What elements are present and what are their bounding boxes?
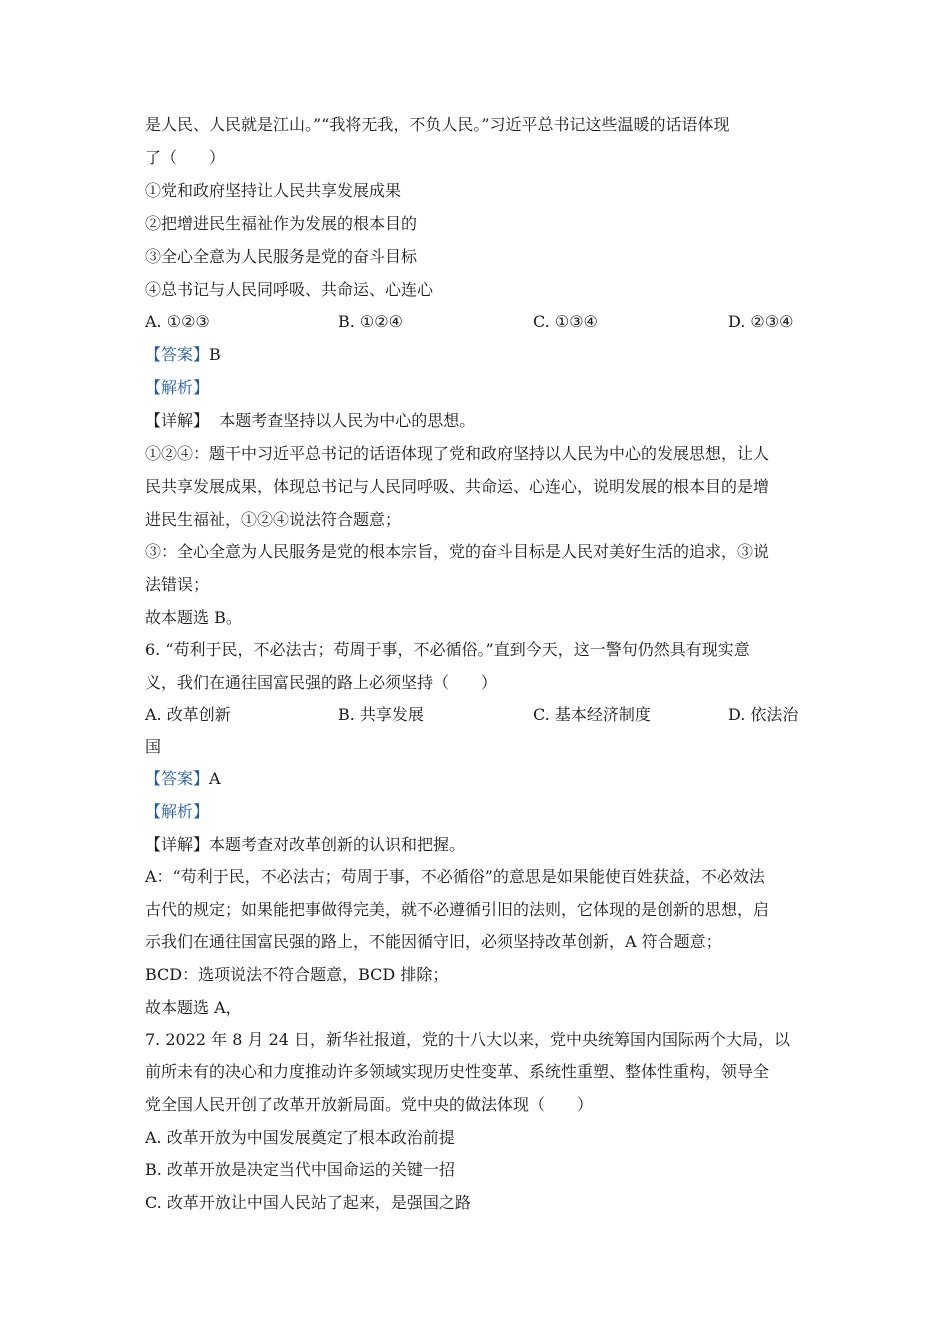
q5-analysis-tag: 【解析】: [145, 378, 210, 397]
q6-answer-value: A: [209, 769, 221, 788]
q5-stem-line-2: 了（ ）: [145, 148, 226, 167]
q5-option-b: B. ①②④: [338, 312, 403, 331]
q6-detail: [145, 834, 807, 856]
q5-answer-value: B: [209, 345, 221, 364]
q5-answer-tag: 【答案】: [145, 345, 210, 364]
q5-detail-tag: 【详解】: [145, 411, 210, 430]
q6-explanation-line-3: 示我们在通往国富民强的路上，不能因循守旧，必须坚持改革创新，A 符合题意；: [145, 932, 722, 951]
q5-detail-text: 本题考查坚持以人民为中心的思想。: [209, 411, 476, 430]
q5-explanation-line-5: 法错误；: [145, 575, 210, 594]
q7-option-c: C. 改革开放让中国人民站了起来，是强国之路: [145, 1193, 471, 1212]
q7-option-b: B. 改革开放是决定当代中国命运的关键一招: [145, 1160, 455, 1179]
q5-explanation-line-4: ③：全心全意为人民服务是党的根本宗旨，党的奋斗目标是人民对美好生活的追求，③说: [145, 542, 770, 561]
q5-statement-1: ①党和政府坚持让人民共享发展成果: [145, 181, 402, 200]
q5-detail: [145, 410, 807, 432]
q5-explanation-line-6: 故本题选 B。: [145, 608, 242, 627]
q5-statement-2: ②把增进民生福祉作为发展的根本目的: [145, 214, 418, 233]
q6-explanation-line-4: BCD：选项说法不符合题意，BCD 排除；: [145, 965, 449, 984]
q5-answer: [145, 344, 807, 366]
q6-stem-line-2: 义，我们在通往国富民强的路上必须坚持（ ）: [145, 673, 498, 692]
q5-option-d: D. ②③④: [728, 312, 794, 331]
q6-explanation-line-1: A：“苟利于民，不必法古；苟周于事，不必循俗”的意思是如果能使百姓获益，不必效法: [145, 867, 765, 886]
q5-option-c: C. ①③④: [533, 312, 598, 331]
q6-option-c: C. 基本经济制度: [533, 705, 651, 724]
q5-explanation-line-1: ①②④：题干中习近平总书记的话语体现了党和政府坚持以人民为中心的发展思想，让人: [145, 444, 770, 463]
q5-explanation-line-3: 进民生福祉，①②④说法符合题意；: [145, 510, 402, 529]
q5-statement-3: ③全心全意为人民服务是党的奋斗目标: [145, 247, 418, 266]
q6-explanation-line-2: 古代的规定；如果能把事做得完美，就不必遵循引旧的法则，它体现的是创新的思想，启: [145, 900, 770, 919]
q5-stem-line-1: 是人民、人民就是江山。”“我将无我，不负人民。”习近平总书记这些温暖的话语体现: [145, 115, 730, 134]
q6-stem-line-1: 6. “苟利于民，不必法古；苟周于事，不必循俗。”直到今天，这一警句仍然具有现实意: [145, 640, 750, 659]
q7-stem-line-2: 前所未有的决心和力度推动许多领域实现历史性变革、系统性重塑、整体性重构，领导全: [145, 1062, 770, 1081]
q7-stem-line-3: 党全国人民开创了改革开放新局面。党中央的做法体现（ ）: [145, 1095, 594, 1114]
q6-option-a: A. 改革创新: [145, 705, 231, 724]
q6-detail-tag: 【详解】: [145, 835, 210, 854]
q6-option-b: B. 共享发展: [338, 705, 424, 724]
q5-option-a: A. ①②③: [145, 312, 210, 331]
q5-analysis: [145, 377, 807, 399]
q6-detail-text: 本题考查对改革创新的认识和把握。: [209, 835, 466, 854]
q6-analysis-tag: 【解析】: [145, 802, 210, 821]
q6-option-d: D. 依法治: [728, 705, 799, 724]
q6-explanation-line-5: 故本题选 A，: [145, 998, 242, 1017]
q6-option-d-wrap: 国: [145, 737, 162, 756]
q5-explanation-line-2: 民共享发展成果，体现总书记与人民同呼吸、共命运、心连心，说明发展的根本目的是增: [145, 477, 770, 496]
q6-answer-tag: 【答案】: [145, 769, 210, 788]
q5-statement-4: ④总书记与人民同呼吸、共命运、心连心: [145, 280, 434, 299]
q6-analysis: [145, 801, 807, 823]
q7-option-a: A. 改革开放为中国发展奠定了根本政治前提: [145, 1128, 455, 1147]
q6-answer: [145, 768, 807, 790]
q7-stem-line-1: 7. 2022 年 8 月 24 日，新华社报道，党的十八大以来，党中央统筹国内国际两个大局，以: [145, 1030, 791, 1049]
